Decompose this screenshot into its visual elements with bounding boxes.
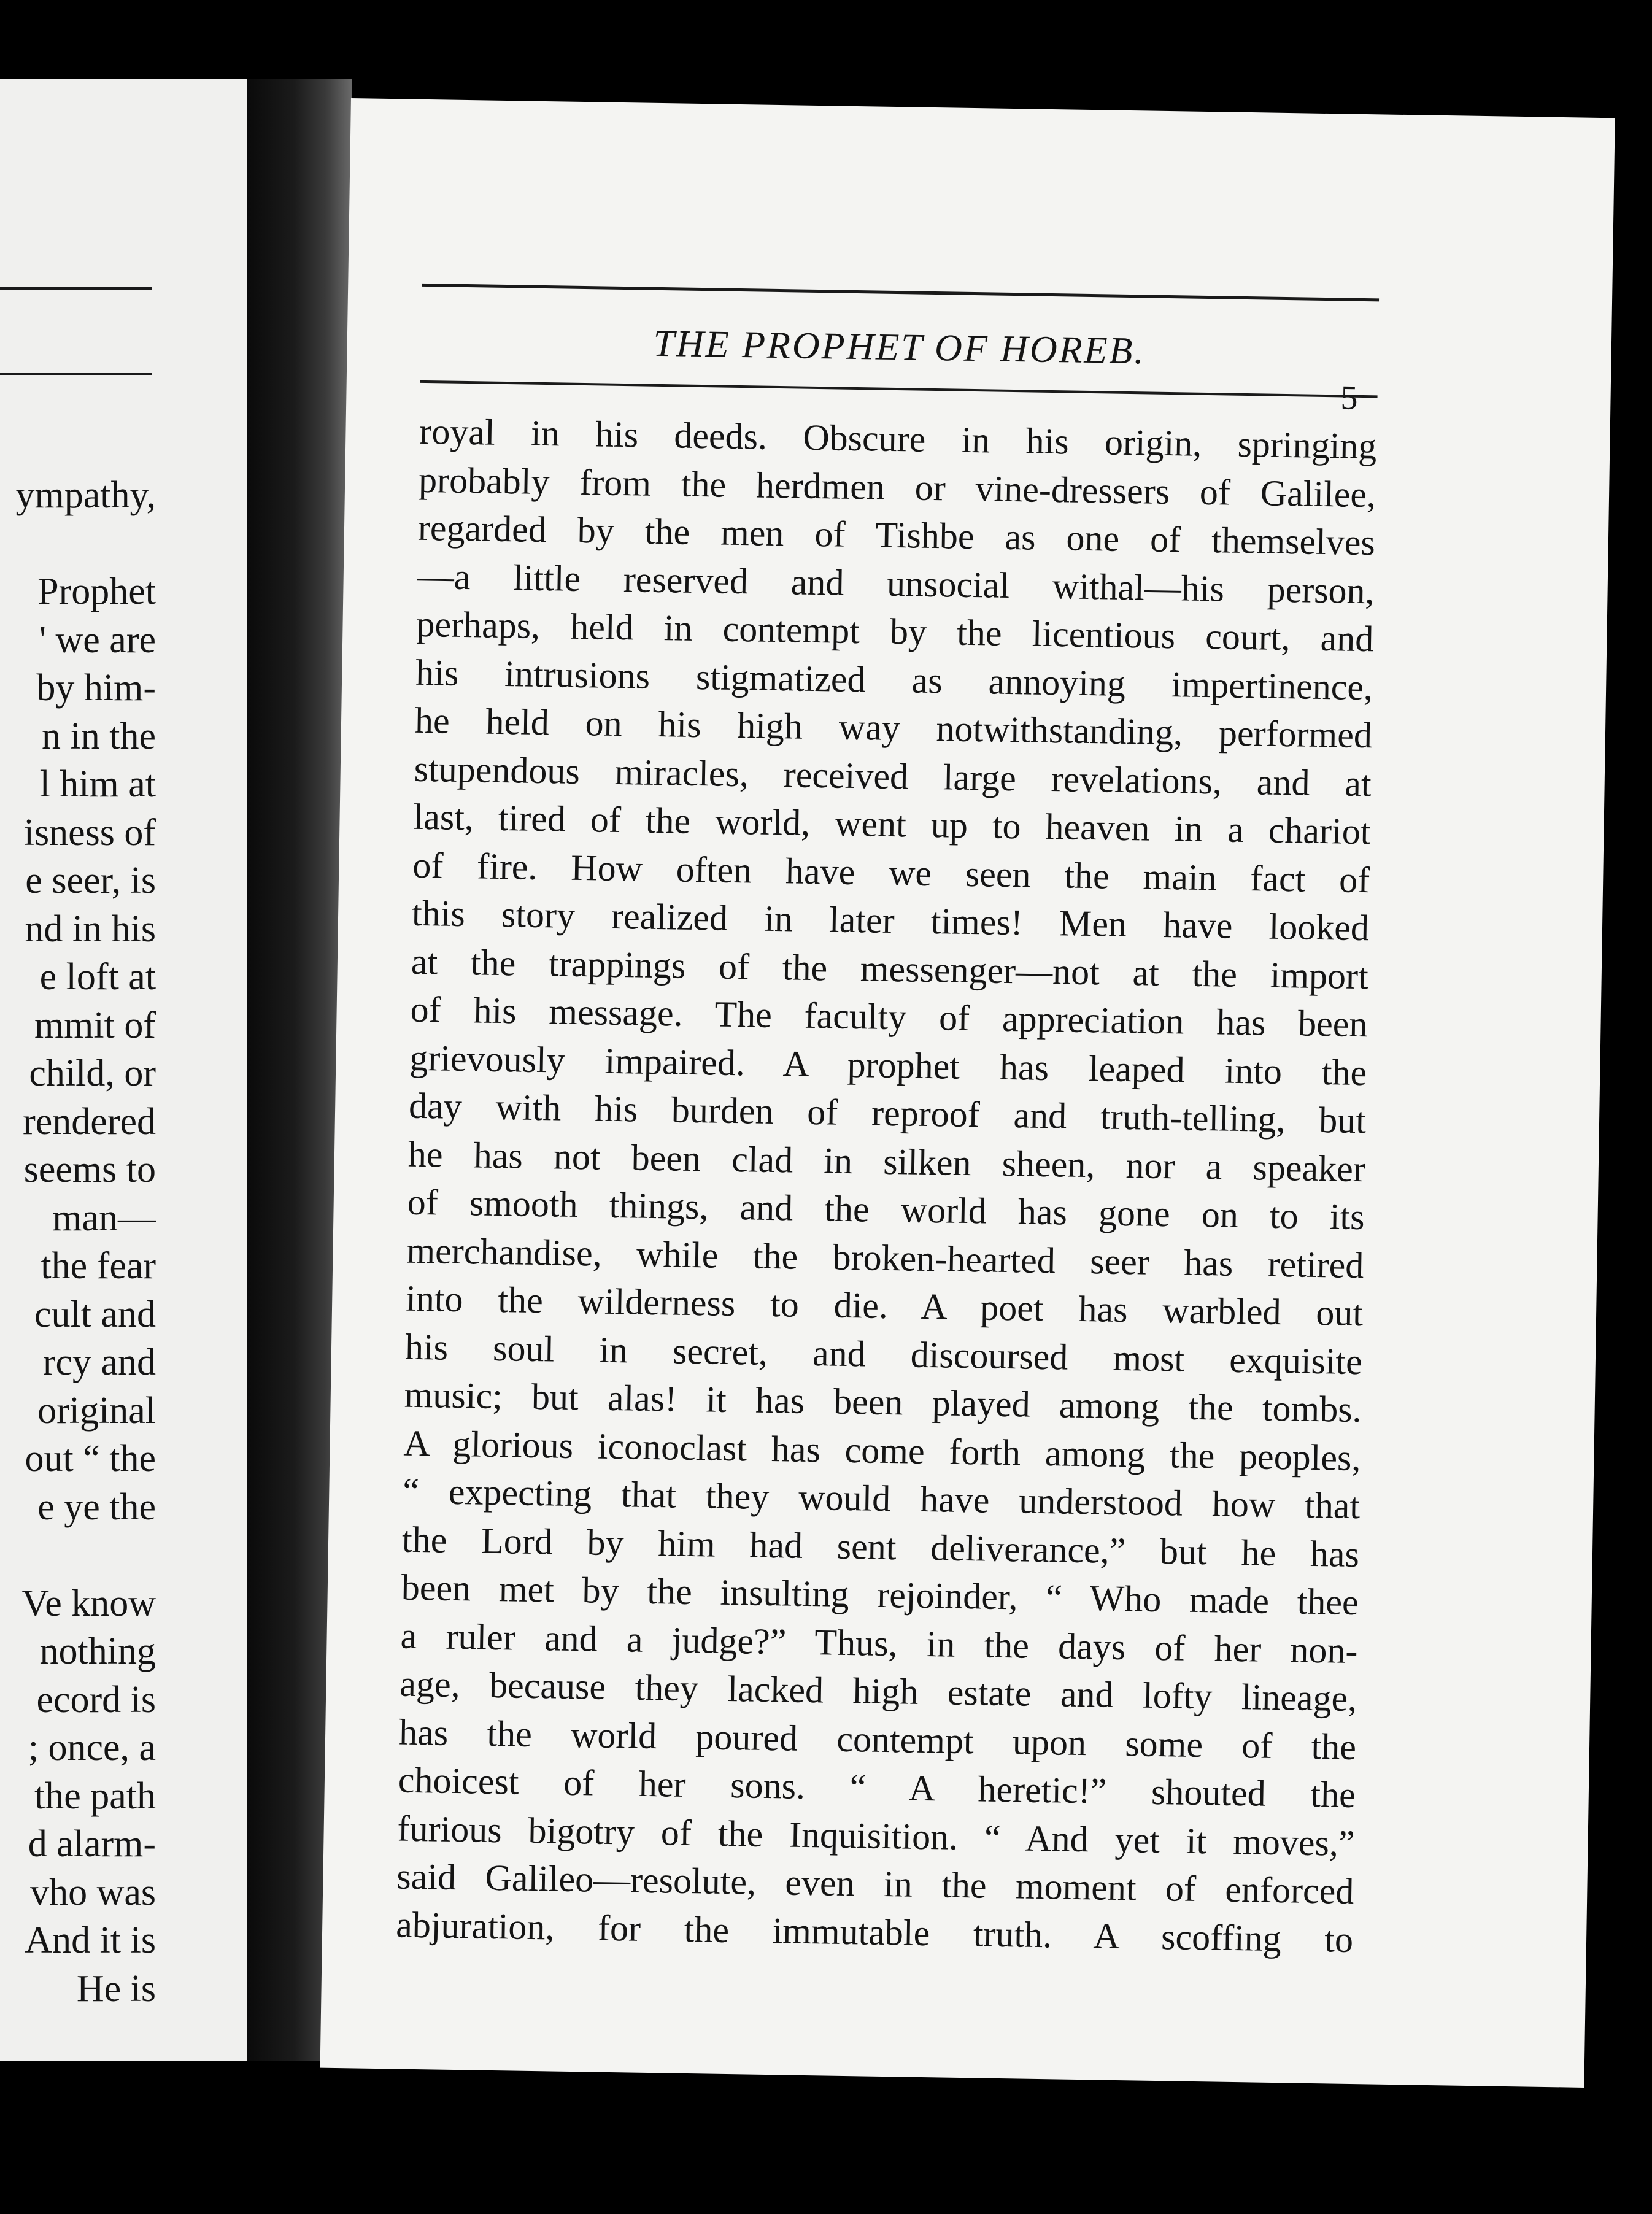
left-page-line: seems to <box>23 1149 156 1190</box>
left-page-line: rcy and <box>42 1341 156 1383</box>
left-page-line: Prophet <box>37 571 156 612</box>
text-line: last, tired of the world, went up to heaven in a chariot <box>413 796 1371 852</box>
left-page-line: man— <box>52 1197 156 1239</box>
text-line: he held on his high way notwithstanding, performed <box>414 700 1373 756</box>
text-line: his intrusions stigmatized as annoying impertinence, <box>415 652 1373 708</box>
text-line: merchandise, while the broken-hearted seer has retired <box>406 1230 1364 1286</box>
left-page-line: nothing <box>39 1630 156 1672</box>
left-page-line: l him at <box>39 763 156 805</box>
left-page-line: e ye the <box>37 1486 156 1528</box>
left-page-line <box>16 520 156 568</box>
left-header-rule <box>0 373 152 375</box>
left-page-line: the fear <box>41 1245 156 1287</box>
text-line: a ruler and a judge?” Thus, in the days of her non- <box>400 1615 1358 1671</box>
text-line: royal in his deeds. Obscure in his origin, springing <box>419 411 1377 467</box>
text-line: day with his burden of reproof and truth-telling, but <box>408 1085 1367 1141</box>
left-top-rule <box>0 287 152 290</box>
text-line: of his message. The faculty of appreciation has been <box>410 989 1368 1045</box>
text-line: A glorious iconoclast has come forth among the peoples, <box>403 1422 1361 1478</box>
text-line: probably from the herdmen or vine-dressers of Galilee, <box>418 459 1376 515</box>
left-page-line: original <box>37 1389 156 1432</box>
left-page-line <box>16 1531 156 1580</box>
left-page-line: the path <box>34 1775 156 1817</box>
left-page-line: ' we are <box>39 619 156 661</box>
text-line: of smooth things, and the world has gone on to its <box>407 1181 1365 1238</box>
left-page-line: isness of <box>23 811 156 854</box>
text-line: at the trappings of the messenger—not at the import <box>411 941 1369 997</box>
text-line: into the wilderness to die. A poet has warbled out <box>405 1278 1364 1334</box>
text-line: grievously impaired. A prophet has leaped into the <box>409 1037 1367 1093</box>
left-page-line: He is <box>76 1967 156 2010</box>
text-line: he has not been clad in silken sheen, nor a speaker <box>407 1133 1366 1189</box>
left-page-text <box>16 471 156 2013</box>
left-page-line: cult and <box>34 1293 156 1335</box>
left-page-line: e loft at <box>39 956 156 998</box>
left-page-line: out “ the <box>25 1438 156 1479</box>
left-page-line: ecord is <box>36 1678 156 1721</box>
right-page <box>320 98 1615 2088</box>
left-page-line: Ve know <box>21 1582 156 1624</box>
text-line: been met by the insulting rejoinder, “ Who made thee <box>401 1567 1359 1623</box>
header-bottom-rule <box>420 380 1378 398</box>
left-page-line: e seer, is <box>25 860 156 901</box>
left-page-line: nd in his <box>25 908 156 950</box>
text-line: perhaps, held in contempt by the licentious court, and <box>416 603 1374 660</box>
left-page-line: ; once, a <box>28 1727 156 1768</box>
text-line: the Lord by him had sent deliverance,” but he has <box>401 1519 1360 1575</box>
text-line: his soul in secret, and discoursed most exquisite <box>404 1326 1363 1382</box>
text-line: this story realized in later times! Men have looked <box>411 892 1370 949</box>
page-number: 5 <box>1340 379 1359 417</box>
text-line: said Galileo—resolute, even in the moment of enforced <box>396 1856 1354 1912</box>
text-line: furious bigotry of the Inquisition. “ And yet it moves,” <box>397 1808 1356 1864</box>
left-page-line: child, or <box>29 1052 156 1094</box>
header-top-rule <box>422 284 1379 302</box>
text-line: —a little reserved and unsocial withal—his person, <box>417 555 1375 611</box>
text-line: music; but alas! it has been played among the tombs. <box>404 1374 1362 1430</box>
body-text <box>396 407 1377 1964</box>
text-line: has the world poured contempt upon some of the <box>398 1711 1357 1767</box>
left-facing-page <box>0 79 247 2061</box>
text-line: “ expecting that they would have understood how that <box>402 1470 1361 1527</box>
left-page-line: ympathy, <box>15 474 156 516</box>
left-page-line: rendered <box>23 1100 156 1143</box>
left-page-line: vho was <box>30 1871 156 1913</box>
left-page-line: mmit of <box>34 1004 156 1046</box>
text-line: stupendous miracles, received large revelations, and at <box>414 748 1372 804</box>
text-line: regarded by the men of Tishbe as one of themselves <box>417 507 1376 563</box>
text-line: choicest of her sons. “ A heretic!” shouted the <box>398 1759 1356 1816</box>
left-page-line: by him- <box>36 667 156 709</box>
left-page-line: And it is <box>25 1919 156 1961</box>
text-line: age, because they lacked high estate and lofty lineage, <box>399 1663 1357 1719</box>
text-line: of fire. How often have we seen the main fact of <box>412 844 1370 900</box>
left-page-line: n in the <box>42 715 156 757</box>
left-page-line: d alarm- <box>28 1823 156 1865</box>
text-line: abjuration, for the immutable truth. A scoffing to <box>395 1904 1354 1960</box>
running-header-title: THE PROPHET OF HOREB. <box>653 322 1146 372</box>
